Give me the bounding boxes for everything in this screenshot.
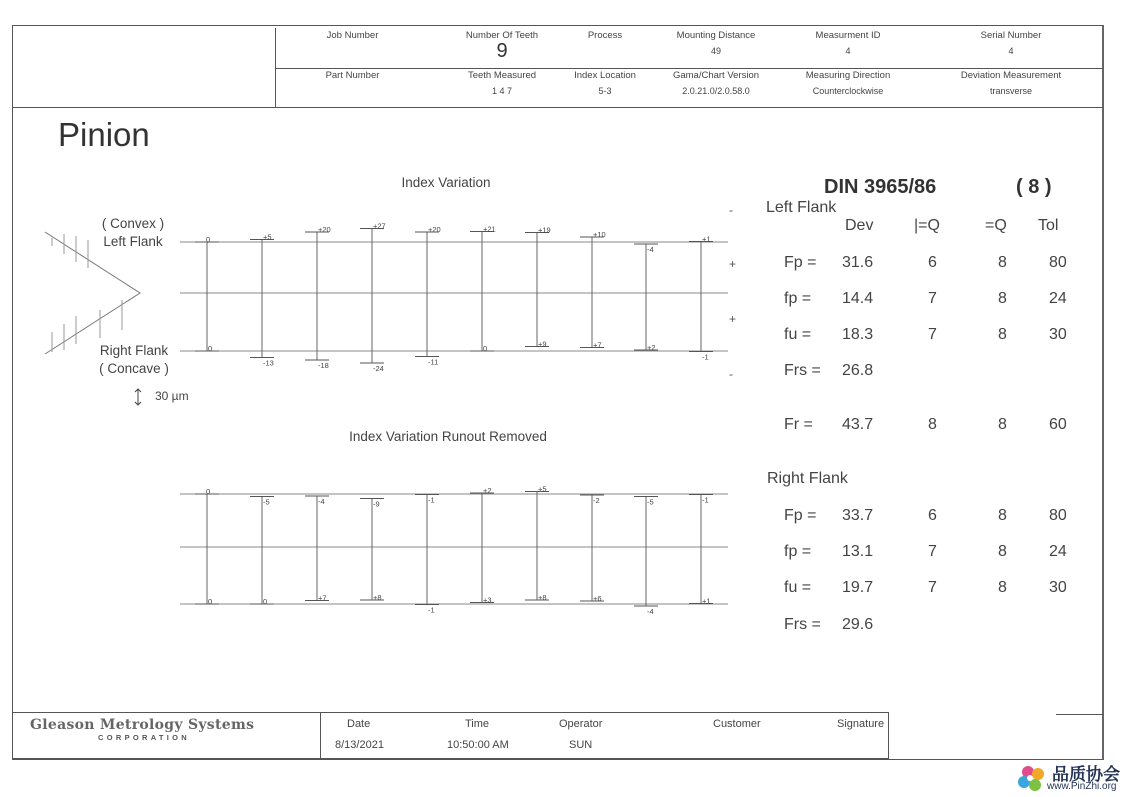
company-logo-sub: CORPORATION	[98, 733, 190, 742]
iv-right-label: +7	[593, 340, 602, 350]
lf-fp-dev: 14.4	[842, 290, 874, 307]
header-index-location: Index Location 5-3	[574, 70, 636, 96]
rr-left-label: -4	[318, 497, 325, 506]
iv-right-label: -11	[428, 357, 439, 367]
right-flank-label: Right Flank	[99, 343, 169, 358]
col-tol: Tol	[1038, 217, 1059, 234]
convex-label: ( Convex )	[101, 216, 165, 231]
date-label: Date	[347, 718, 371, 730]
rr-right-label: -1	[428, 605, 435, 615]
rr-left-label: +2	[483, 486, 492, 495]
runout-removed-title: Index Variation Runout Removed	[349, 429, 547, 444]
rr-left-label: -1	[428, 495, 435, 505]
col-q-limit: |=Q	[914, 217, 940, 234]
col-q: =Q	[985, 217, 1007, 234]
rf-fp-cap-tol: 80	[1049, 507, 1067, 524]
iv-right-label: 0	[208, 344, 213, 353]
customer-label: Customer	[713, 718, 761, 730]
rf-fu-tol: 30	[1049, 579, 1067, 596]
lf-fp-tol: 24	[1049, 290, 1067, 307]
header-job-number: Job Number	[326, 30, 379, 41]
rf-fu-q1: 7	[928, 579, 937, 596]
iv-right-label: -13	[263, 358, 274, 368]
rf-frs-dev: 29.6	[842, 616, 874, 633]
rf-fu-name: fu =	[784, 579, 812, 596]
lf-fu-dev: 18.3	[842, 326, 874, 343]
header-number-of-teeth: Number Of Teeth 9	[465, 30, 539, 62]
watermark-url: www.PinZhi.org	[1047, 781, 1117, 792]
header-mounting-distance: Mounting Distance 49	[676, 30, 756, 56]
iv-left-label: +10	[593, 230, 606, 239]
date-value: 8/13/2021	[335, 739, 384, 751]
lf-fp-cap-q2: 8	[998, 254, 1007, 271]
iv-left-label: +19	[538, 225, 551, 235]
rr-left-label: -5	[647, 497, 654, 507]
rr-left-label: -2	[593, 496, 600, 505]
iv-right-label: +9	[538, 339, 547, 349]
sign-plus-lower: +	[729, 312, 737, 326]
left-flank-label: Left Flank	[103, 234, 163, 249]
rf-fp-name: fp =	[784, 543, 812, 560]
rr-right-label: +8	[373, 593, 382, 602]
fr-q1: 8	[928, 416, 937, 433]
rr-left-label: -5	[263, 497, 270, 507]
page-title: Pinion	[58, 116, 150, 153]
header-serial-number: Serial Number 4	[980, 30, 1042, 56]
company-logo: Gleason Metrology Systems	[30, 717, 255, 733]
fr-name: Fr =	[784, 416, 813, 433]
lf-fp-cap-dev: 31.6	[842, 254, 874, 271]
sign-plus-upper: +	[729, 257, 737, 271]
rr-right-label: -4	[647, 607, 654, 616]
rf-fp-cap-dev: 33.7	[842, 507, 874, 524]
rf-fp-cap-q1: 6	[928, 507, 937, 524]
watermark-text: 品质协会	[1052, 765, 1120, 784]
iv-left-label: 0	[206, 235, 211, 244]
iv-right-label: +2	[647, 343, 656, 352]
rr-right-label: +1	[702, 596, 711, 606]
quality-grade: ( 8 )	[1016, 176, 1052, 198]
iv-left-label: -4	[647, 245, 654, 254]
lf-fp-q1: 7	[928, 290, 937, 307]
iv-right-label: -1	[702, 352, 709, 362]
index-variation-title: Index Variation	[401, 175, 491, 190]
left-flank-section-label: Left Flank	[766, 199, 837, 216]
lf-fp-q2: 8	[998, 290, 1007, 307]
iv-left-label: +5	[263, 232, 272, 242]
rf-fu-dev: 19.7	[842, 579, 874, 596]
lf-fp-cap-tol: 80	[1049, 254, 1067, 271]
footer-divider	[888, 712, 889, 759]
iv-right-label: -18	[318, 361, 329, 370]
sign-minus-bottom: -	[729, 367, 733, 381]
concave-label: ( Concave )	[99, 361, 169, 376]
rr-left-label: -1	[702, 495, 709, 505]
iv-right-label: -24	[373, 364, 384, 373]
rr-left-label: 0	[206, 487, 211, 496]
rf-fp-q1: 7	[928, 543, 937, 560]
rr-right-label: +6	[593, 594, 602, 603]
rr-right-label: +7	[318, 593, 327, 603]
footer-divider	[320, 712, 321, 759]
lf-fu-name: fu =	[784, 326, 812, 343]
header-process: Process	[587, 30, 623, 41]
rf-fp-cap-q2: 8	[998, 507, 1007, 524]
right-flank-section-label: Right Flank	[767, 470, 848, 487]
footer-divider	[1056, 714, 1104, 715]
din-standard: DIN 3965/86	[824, 176, 937, 198]
lf-fp-cap-q1: 6	[928, 254, 937, 271]
fr-tol: 60	[1049, 416, 1067, 433]
lf-fu-q1: 7	[928, 326, 937, 343]
rf-frs-name: Frs =	[784, 616, 821, 633]
lf-fp-name: fp =	[784, 290, 812, 307]
rf-fp-q2: 8	[998, 543, 1007, 560]
iv-right-label: 0	[483, 344, 488, 353]
time-label: Time	[465, 718, 490, 730]
iv-left-label: +21	[483, 224, 496, 234]
rr-right-label: +8	[538, 593, 547, 602]
rf-fp-cap-name: Fp =	[784, 507, 817, 524]
lf-fu-tol: 30	[1049, 326, 1067, 343]
rr-left-label: -9	[373, 499, 380, 509]
fr-dev: 43.7	[842, 416, 874, 433]
col-dev: Dev	[845, 217, 874, 234]
rr-right-label: 0	[263, 597, 268, 606]
iv-left-label: +27	[373, 221, 386, 231]
rf-fp-dev: 13.1	[842, 543, 874, 560]
footer-divider	[13, 758, 889, 759]
lf-fp-cap-name: Fp =	[784, 254, 817, 271]
rf-fu-q2: 8	[998, 579, 1007, 596]
header-part-number: Part Number	[325, 70, 380, 81]
iv-left-label: +20	[428, 225, 441, 234]
footer-divider	[13, 712, 889, 713]
operator-value: SUN	[569, 739, 593, 751]
lf-fu-q2: 8	[998, 326, 1007, 343]
rr-right-label: +3	[483, 595, 492, 605]
rr-left-label: +5	[538, 484, 547, 494]
scale-label: 30 µm	[155, 389, 189, 403]
rr-right-label: 0	[208, 597, 213, 606]
rf-fp-tol: 24	[1049, 543, 1067, 560]
header-teeth-measured: Teeth Measured 1 4 7	[467, 70, 537, 96]
header-deviation-measurement: Deviation Measurement transverse	[960, 70, 1062, 96]
iv-left-label: +1	[702, 234, 711, 244]
iv-left-label: +20	[318, 225, 331, 234]
lf-frs-name: Frs =	[784, 362, 821, 379]
lf-frs-dev: 26.8	[842, 362, 874, 379]
header-measuring-direction: Measuring Direction Counterclockwise	[805, 70, 891, 96]
header-measurment-id: Measurment ID 4	[815, 30, 881, 56]
operator-label: Operator	[559, 718, 603, 730]
signature-label: Signature	[837, 718, 885, 730]
fr-q2: 8	[998, 416, 1007, 433]
header-chart-version: Gama/Chart Version 2.0.21.0/2.0.58.0	[672, 70, 760, 96]
time-value: 10:50:00 AM	[447, 739, 509, 751]
sign-minus-top: -	[729, 203, 733, 217]
